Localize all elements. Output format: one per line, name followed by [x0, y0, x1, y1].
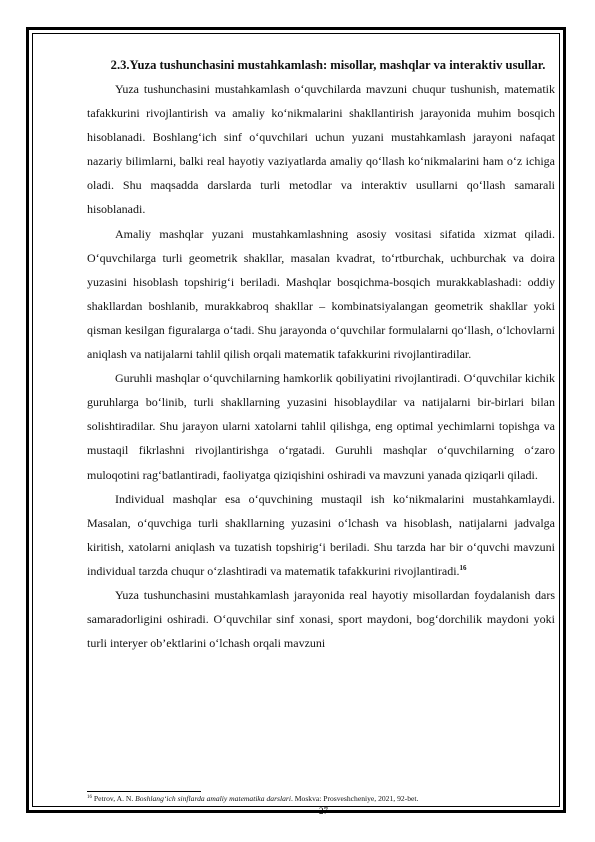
paragraph-4 [87, 487, 555, 583]
paragraph-5: Yuza tushunchasini mustahkamlash jarayonida real hayotiy misollardan foydalanish dars samaradorligini oshiradi. O‘quvchilar sinf xonasi, sport maydoni, bog‘dorchilik maydoni yoki turli interyer ob’ektlarini o‘lchash orqali mavzuni [87, 587, 555, 651]
footnote-title: Boshlang‘ich sinflarda amaliy matematika darslari [135, 794, 291, 803]
footnote-divider [87, 791, 201, 792]
footnote-author: Petrov, A. N. [92, 794, 136, 803]
paragraph-3: Guruhli mashqlar o‘quvchilarning hamkorlik qobiliyatini rivojlantiradi. O‘quvchilar kichik guruhlarga bo‘linib, turli shakllarning yuzasini hisoblaydilar va natijalarni bir-birlari bilan solishtiradilar. Shu jarayon ularni xatolarni tahlil qilishga, eng optimal yechimlarni topishga va mustaqil fikrlashni rivojlantirishga o‘rgatadi. Guruhli mashqlar o‘quvchilarning o‘zaro muloqotini rag‘batlantiradi, faoliyatga qiziqishini oshiradi va mavzuni yanada qiziqarli qiladi. [87, 371, 555, 482]
footnote-publisher: . Moskva: Prosveshcheniye, 2021, 92-bet. [290, 794, 419, 803]
page-body [87, 53, 555, 655]
paragraph-4-text: Individual mashqlar esa o‘quvchining mustaqil ish ko‘nikmalarini mustahkamlaydi. Masalan, o‘quvchiga turli shakllarning yuzasini o‘lchash va hisoblash, natijalarni jadvalga kiritish, xatolarni aniqlash va tuzatish topshirig‘i beriladi. Shu tarzda har bir o‘quvchi mavzuni individual tarzda chuqur o‘zlashtiradi va matematik tafakkurini rivojlantiradi. [87, 491, 555, 578]
page-number: 27 [319, 806, 328, 816]
section-heading: 2.3.Yuza tushunchasini mustahkamlash: misollar, mashqlar va interaktiv usullar. [110, 58, 546, 72]
paragraph-1: Yuza tushunchasini mustahkamlash o‘quvchilarda mavzuni chuqur tushunish, matematik tafakkurini rivojlantirish va amaliy ko‘nikmalarini shakllantirish jarayonida muhim bosqich hisoblanadi. Boshlang‘ich sinf o‘quvchilari uchun yuzani mustahkamlash jarayoni nafaqat nazariy bilimlarni, balki real hayotiy vaziyatlarda amaliy qo‘llash ko‘nikmalarini ham o‘z ichiga oladi. Shu maqsadda darslarda turli metodlar va interaktiv usullarni qo‘llash samarali hisoblanadi. [87, 82, 555, 217]
footnote [87, 793, 555, 804]
paragraph-2: Amaliy mashqlar yuzani mustahkamlashning asosiy vositasi sifatida xizmat qiladi. O‘quvchilarga turli geometrik shakllar, masalan kvadrat, to‘rtburchak, uchburchak va doira yuzasini hisoblash topshirig‘i beriladi. Mashqlar bosqichma-bosqich murakkablashadi: oddiy shakllardan boshlanib, murakkabroq shakllar – kombinatsiyalangan geometrik shakllar yoki qisman kesilgan figuralarga o‘tadi. Shu jarayonda o‘quvchilar formulalarni qo‘llash, o‘lchovlarni aniqlash va natijalarni tahlil qilish orqali matematik tafakkurini rivojlantiradilar. [87, 226, 555, 362]
footnote-reference: 16 [459, 563, 467, 572]
footnote-number: 16 [87, 795, 92, 800]
